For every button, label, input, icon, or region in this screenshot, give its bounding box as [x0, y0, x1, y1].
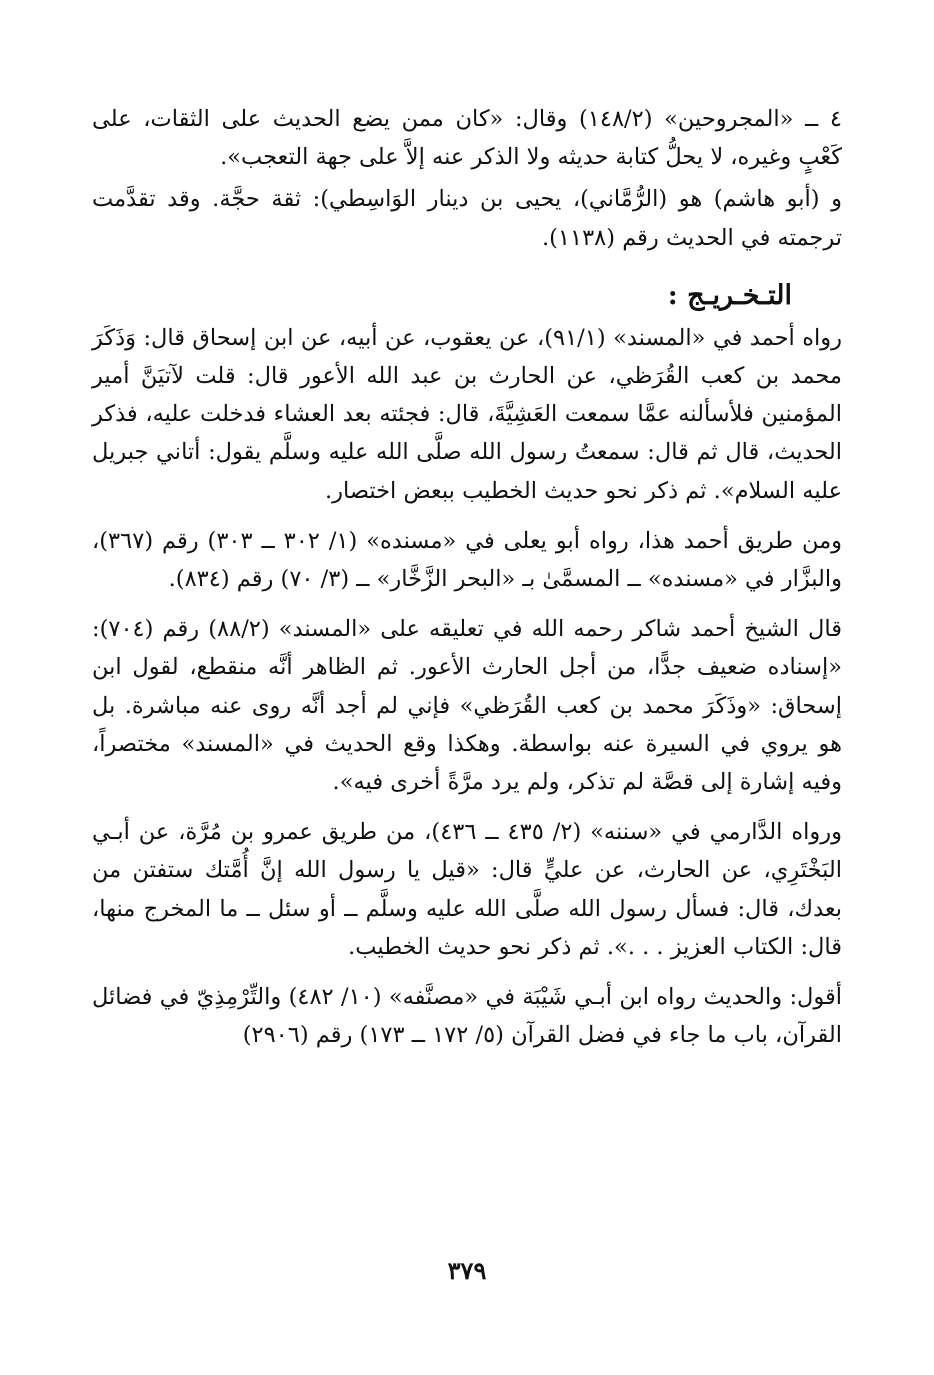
footnote-paragraph: ٤ ــ «المجروحين» (١٤٨/٢) وقال: «كان ممن يضع الحديث على الثقات، على كَعْبٍ وغيره، لا يحلُّ كتابة حديثه ولا الذكر عنه إلاَّ على جهة التعجب». [92, 106, 842, 171]
section-heading: التـخـريـج : [667, 279, 792, 311]
narrator-note-paragraph: و (أبو هاشم) هو (الرُّمَّاني)، يحيى بن دينار الوَاسِطي): ثقة حجَّة. وقد تقدَّمت ترجمته في الحديث رقم (١١٣٨). [92, 186, 842, 251]
body-paragraph: قال الشيخ أحمد شاكر رحمه الله في تعليقه على «المسند» (٨٨/٢) رقم (٧٠٤): «إسناده ضعيف جدًّا، من أجل الحارث الأعور. ثم الظاهر أنَّه منقطع، لقول ابن إسحاق: «وذَكَرَ محمد بن كعب القُرَظي» فإني لم أجد أنَّه روى عنه مباشرة. بل هو يروي في السيرة عنه بواسطة. وهكذا وقع الحديث في «المسند» مختصراً، وفيه إشارة إلى قصَّة لم تذكر، ولم يرد مرَّةً أخرى فيه». [92, 616, 842, 796]
page-number: ٣٧٩ [447, 1256, 487, 1285]
body-paragraph: ومن طريق أحمد هذا، رواه أبو يعلى في «مسنده» (١/ ٣٠٢ ــ ٣٠٣) رقم (٣٦٧)، والبزَّار في «مسنده» ــ المسمَّىٰ بـ «البحر الزَّخَّار» ــ (٣/ ٧٠) رقم (٨٣٤). [92, 527, 842, 593]
body-paragraph: ورواه الدَّارمي في «سننه» (٢/ ٤٣٥ ــ ٤٣٦)، من طريق عمرو بن مُرَّة، عن أبـي البَخْتَرِي، عن الحارث، عن عليٍّ قال: «قيل يا رسول الله إنَّ أُمَّتك ستفتن من بعدك، قال: فسأل رسول الله صلَّى الله عليه وسلَّم ــ أو سئل ــ ما المخرج منها، قال: الكتاب العزيز . . .». ثم ذكر نحو حديث الخطيب. [92, 819, 842, 960]
body-paragraph: أقول: والحديث رواه ابن أبـي شَيْبَة في «مصنَّفه» (١٠/ ٤٨٢) والتِّرْمِذِيّ في فضائل القرآن، باب ما جاء في فضل القرآن (٥/ ١٧٢ ــ ١٧٣) رقم (٢٩٠٦) [92, 984, 843, 1049]
page-body [92, 100, 842, 1054]
body-paragraph: رواه أحمد في «المسند» (٩١/١)، عن يعقوب، عن أبيه، عن ابن إسحاق قال: وَذَكَرَ محمد بن كعب القُرَظي، عن الحارث بن عبد الله الأعور قال: قلت لآتيَنَّ أمير المؤمنين فلأسألنه عمَّا سمعت العَشِيَّةَ، قال: فجئته بعد العشاء فدخلت عليه، فذكر الحديث، قال ثم قال: سمعتُ رسول الله صلَّى الله عليه وسلَّم يقول: أتاني جبريل عليه السلام». ثم ذكر نحو حديث الخطيب ببعض اختصار. [92, 324, 842, 504]
